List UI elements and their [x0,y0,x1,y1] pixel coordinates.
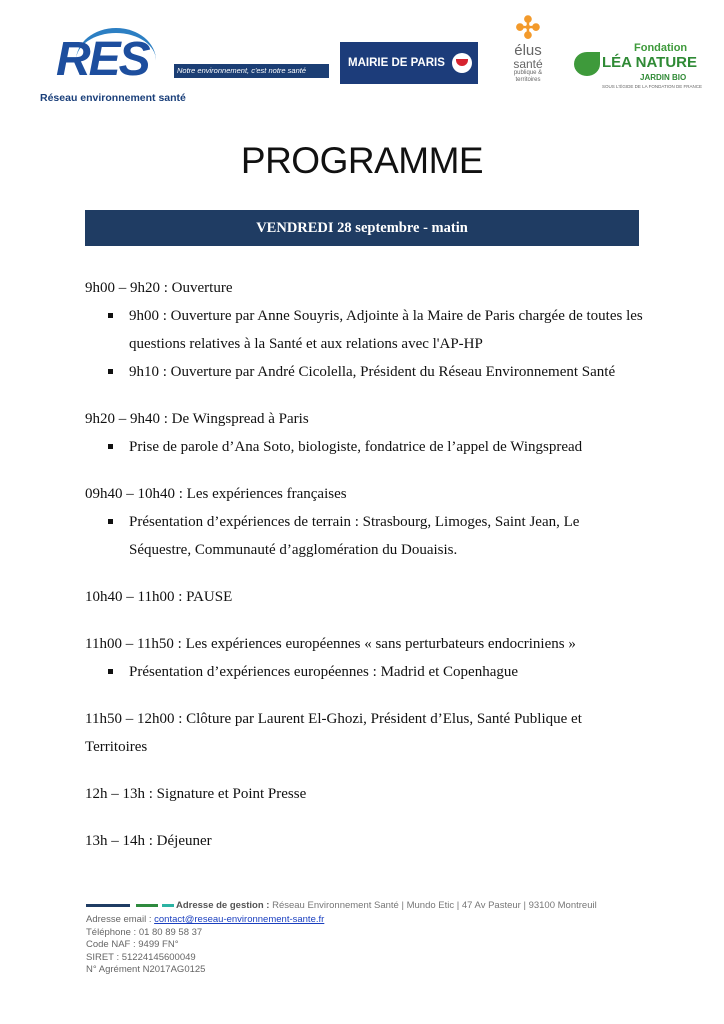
footer-phone: Téléphone : 01 80 89 58 37 [86,926,203,938]
slot-label: Déjeuner [156,833,212,849]
leaf-icon [574,52,600,76]
slot-label: Les expériences européennes « sans perturbateurs endocriniens » [185,636,576,652]
slot-label: Signature et Point Presse [156,786,307,802]
footer-email-link[interactable]: contact@reseau-environnement-sante.fr [154,914,325,925]
footer-email-label: Adresse email : [86,914,152,925]
lea-nature-logo [574,42,703,94]
slot-time: 10h40 – 11h00 : [85,589,183,605]
slot-bullets [85,658,645,686]
programme-slot [85,274,645,302]
slot-time: 9h20 – 9h40 : [85,411,168,427]
programme-item [85,630,645,686]
slot-bullets [85,302,645,386]
programme-item [85,705,645,761]
res-tagline: Notre environnement, c'est notre santé [174,64,329,78]
programme-slot [85,705,645,761]
footer-siret: SIRET : 51224145600049 [86,951,196,963]
programme-item [85,583,645,611]
bullet-item: Présentation d’expériences de terrain : Strasbourg, Limoges, Saint Jean, Le Séquestre, Communauté d’agglomération du Douaisis. [129,508,645,564]
slot-time: 09h40 – 10h40 : [85,486,183,502]
elus-line1: élus [514,42,542,59]
bullet-item: 9h00 : Ouverture par Anne Souyris, Adjointe à la Maire de Paris chargée de toutes les questions relatives à la Santé et aux relations avec l'AP-HP [129,302,645,358]
programme-item [85,827,645,855]
elus-line2: santé [513,57,543,71]
footer-bar-teal [162,904,174,907]
programme-slot [85,630,645,658]
footer-bar-green [136,904,158,907]
footer-address-label: Adresse de gestion : [176,900,270,911]
programme-slot [85,827,645,855]
lea-line4: SOUS L'ÉGIDE DE LA FONDATION DE FRANCE [602,84,703,89]
mairie-de-paris-logo [340,42,478,84]
slot-label: De Wingspread à Paris [171,411,309,427]
footer-address-value: Réseau Environnement Santé | Mundo Etic | 47 Av Pasteur | 93100 Montreuil [272,900,597,911]
mairie-de-paris-text: MAIRIE DE PARIS [348,57,445,69]
slot-label: Les expériences françaises [186,486,347,502]
footer-naf: Code NAF : 9499 FN° [86,939,179,950]
lea-line2: LÉA NATURE [602,54,697,71]
lea-line3: JARDIN BIO [640,73,687,82]
footer-contact-lines [86,914,324,977]
slot-time: 11h00 – 11h50 : [85,636,182,652]
slot-time: 9h00 – 9h20 : [85,280,168,296]
bullet-item: 9h10 : Ouverture par André Cicolella, Président du Réseau Environnement Santé [129,358,645,386]
slot-time: 13h – 14h : [85,833,153,849]
slot-time: 12h – 13h : [85,786,153,802]
slot-label: Ouverture [171,280,233,296]
paris-ship-icon [452,53,472,73]
programme-slot [85,480,645,508]
bullet-item: Présentation d’expériences européennes : Madrid et Copenhague [129,658,645,686]
logo-bar [0,12,724,112]
res-logo-letters: RES [56,33,149,86]
slot-time: 11h50 – 12h00 : [85,711,183,727]
programme-slot [85,583,645,611]
slot-label: PAUSE [186,589,233,605]
slot-bullets [85,433,645,461]
res-logo [40,26,186,112]
programme-item [85,274,645,386]
footer-email-line [86,914,324,927]
programme-slot [85,405,645,433]
programme-item [85,480,645,564]
programme-list [85,274,645,874]
elus-line3: publique & [513,70,543,76]
programme-slot [85,780,645,808]
footer-agrement: N° Agrément N2017AG0125 [86,964,206,975]
page-title: PROGRAMME [240,140,484,181]
footer-address [176,900,597,911]
lea-line1: Fondation [634,42,688,54]
footer-bar-navy [86,904,130,907]
res-logo-subtitle: Réseau environnement santé [40,92,186,104]
bullet-item: Prise de parole d’Ana Soto, biologiste, fondatrice de l’appel de Wingspread [129,433,645,461]
day-banner: VENDREDI 28 septembre - matin [85,210,639,246]
programme-item [85,780,645,808]
slot-bullets [85,508,645,564]
slot-label: Clôture par Laurent El-Ghozi, Président d’Elus, Santé Publique et Territoires [85,711,582,755]
elus-sante-mark-icon: ✣ [515,12,541,45]
elus-line4: territoires [515,77,541,83]
elus-sante-logo [500,14,556,106]
programme-item [85,405,645,461]
